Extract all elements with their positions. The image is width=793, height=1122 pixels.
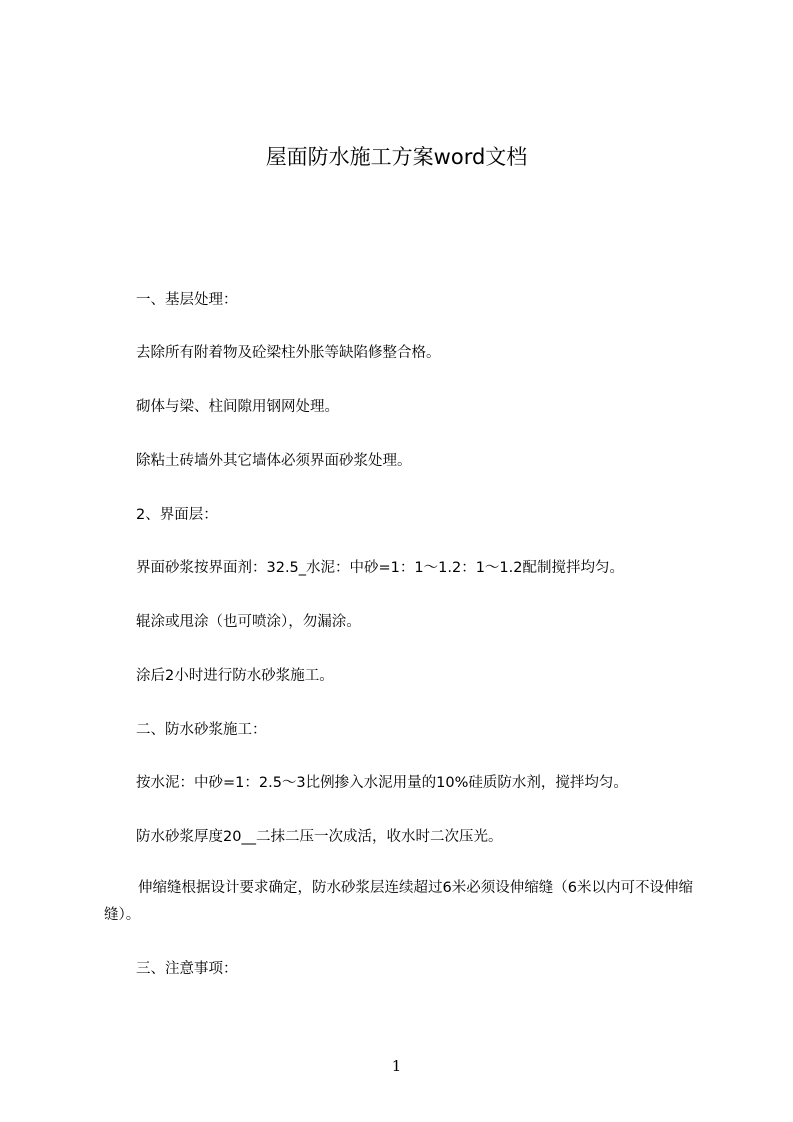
paragraph: 伸缩缝根据设计要求确定，防水砂浆层连续超过6米必须设伸缩缝（6米以内可不设伸缩缝）。 <box>104 880 693 923</box>
paragraph: 按水泥：中砂=1：2.5～3比例掺入水泥用量的10%硅质防水剂，搅拌均匀。 <box>136 775 628 791</box>
page-number: 1 <box>391 1057 402 1075</box>
paragraph: 去除所有附着物及砼梁柱外胀等缺陷修整合格。 <box>136 345 441 361</box>
paragraph: 砌体与梁、柱间隙用钢网处理。 <box>136 399 339 415</box>
paragraph: 防水砂浆厚度20__二抹二压一次成活，收水时二次压光。 <box>136 829 503 845</box>
heading-base-treatment: 一、基层处理： <box>136 292 238 308</box>
paragraph: 除粘土砖墙外其它墙体必须界面砂浆处理。 <box>136 453 412 469</box>
heading-waterproof-mortar: 二、防水砂浆施工： <box>136 722 267 738</box>
heading-notes: 三、注意事项： <box>136 961 238 977</box>
paragraph: 界面砂浆按界面剂：32.5_水泥：中砂=1：1～1.2：1～1.2配制搅拌均匀。 <box>136 560 624 576</box>
document-title: 屋面防水施工方案word文档 <box>265 145 528 169</box>
heading-interface-layer: 2、界面层： <box>136 507 218 523</box>
paragraph: 涂后2小时进行防水砂浆施工。 <box>136 668 334 684</box>
paragraph: 辊涂或甩涂（也可喷涂），勿漏涂。 <box>136 614 361 630</box>
